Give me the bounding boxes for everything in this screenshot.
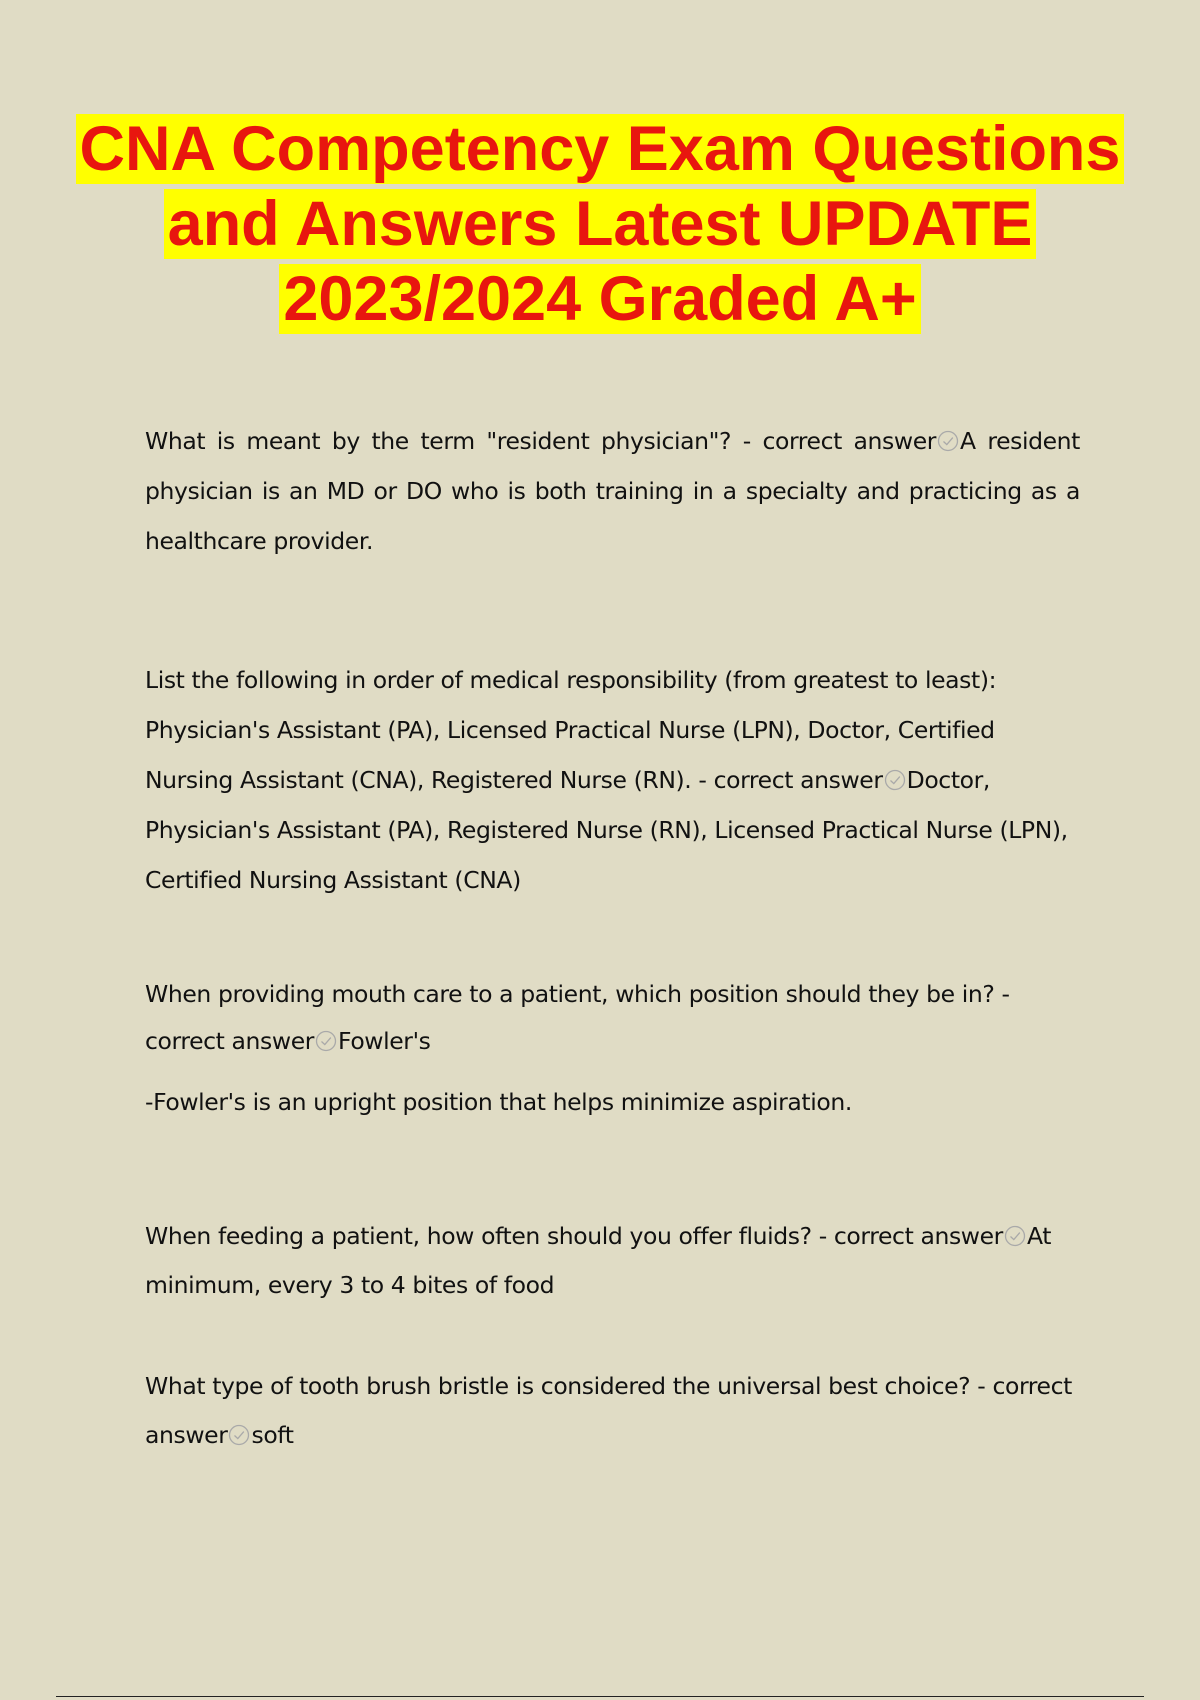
qa-paragraph	[145, 1212, 1085, 1310]
check-circle-icon	[228, 1424, 250, 1446]
check-circle-icon	[937, 430, 959, 452]
answer-text: soft	[251, 1421, 294, 1449]
document-title	[60, 112, 1140, 337]
question-text: What type of tooth brush bristle is considered the universal best choice? - correct answer	[145, 1372, 1072, 1449]
question-text: When providing mouth care to a patient, which position should they be in? - correct answer	[145, 980, 1010, 1055]
qa-item-1	[145, 416, 1080, 566]
title-line-3: 2023/2024 Graded A+	[279, 264, 920, 334]
answer-text: Fowler's	[338, 1027, 431, 1055]
qa-item-2	[145, 655, 1085, 905]
question-text: List the following in order of medical responsibility (from greatest to least): Physician's Assistant (PA), Licensed Practical Nurse (LPN), Doctor, Certified Nursing Assistant (CNA), Registered Nurse (RN). - correct answer	[145, 666, 997, 794]
question-text: When feeding a patient, how often should you offer fluids? - correct answer	[145, 1222, 1003, 1250]
check-circle-icon	[884, 769, 906, 791]
answer-text: At minimum, every 3 to 4 bites of food	[145, 1222, 1052, 1299]
answer-note: -Fowler's is an upright position that helps minimize aspiration.	[145, 1088, 852, 1116]
title-line-1: CNA Competency Exam Questions	[76, 114, 1125, 184]
qa-paragraph	[145, 971, 1045, 1065]
check-circle-icon	[315, 1030, 337, 1052]
qa-paragraph	[145, 655, 1085, 905]
qa-paragraph	[145, 1362, 1095, 1460]
answer-text: A resident physician is an MD or DO who is both training in a specialty and practicing as a healthcare provider.	[145, 427, 1080, 555]
qa-item-4	[145, 1212, 1085, 1310]
qa-item-3	[145, 971, 1045, 1126]
qa-paragraph	[145, 416, 1080, 566]
question-text: What is meant by the term "resident physician"? - correct answer	[145, 427, 937, 455]
check-circle-icon	[1004, 1225, 1026, 1247]
answer-text: Doctor, Physician's Assistant (PA), Registered Nurse (RN), Licensed Practical Nurse (LPN), Certified Nursing Assistant (CNA)	[145, 766, 1068, 894]
title-line-2: and Answers Latest UPDATE	[164, 189, 1037, 259]
qa-item-5	[145, 1362, 1095, 1460]
footer-divider	[56, 1696, 1144, 1697]
